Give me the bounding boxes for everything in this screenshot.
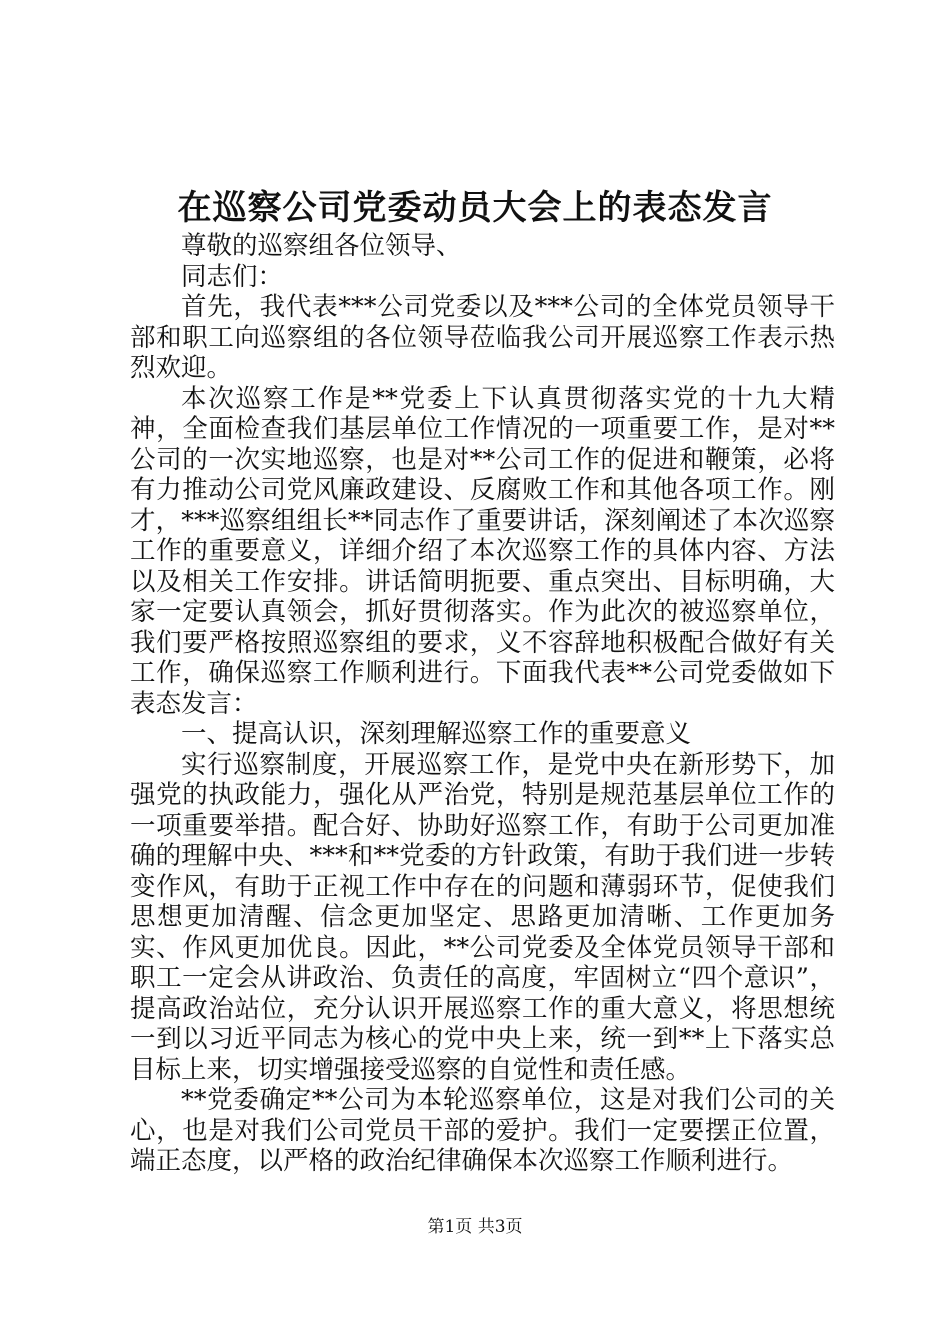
document-body	[130, 231, 835, 1177]
paragraph-welcome: 首先，我代表***公司党委以及***公司的全体党员领导干部和职工向巡察组的各位领导莅临我公司开展巡察工作表示热烈欢迎。	[130, 292, 835, 383]
section-heading-1: 一、提高认识，深刻理解巡察工作的重要意义	[181, 719, 692, 749]
document-title: 在巡察公司党委动员大会上的表态发言	[177, 188, 773, 228]
paragraph-commitment: **党委确定**公司为本轮巡察单位，这是对我们公司的关心，也是对我们公司党员干部的爱护。我们一定要摆正位置，端正态度，以严格的政治纪律确保本次巡察工作顺利进行。	[130, 1085, 835, 1176]
salutation-line-2: 同志们：	[181, 261, 284, 292]
paragraph-significance: 实行巡察制度，开展巡察工作，是党中央在新形势下，加强党的执政能力，强化从严治党，特别是规范基层单位工作的一项重要举措。配合好、协助好巡察工作，有助于公司更加准确的理解中央、***和**党委的方针政策，有助于我们进一步转变作风，有助于正视工作中存在的问题和薄弱环节，促使我们思想更加清醒、信念更加坚定、思路更加清晰、工作更加务实、作风更加优良。因此，**公司党委及全体党员领导干部和职工一定会从讲政治、负责任的高度，牢固树立“四个意识”，提高政治站位，充分认识开展巡察工作的重大意义，将思想统一到以习近平同志为核心的党中央上来，统一到**上下落实总目标上来，切实增强接受巡察的自觉性和责任感。	[130, 749, 835, 1085]
salutation-line-1: 尊敬的巡察组各位领导、	[181, 231, 462, 261]
page-number: 第1页 共3页	[427, 1217, 523, 1237]
paragraph-inspection-intro: 本次巡察工作是**党委上下认真贯彻落实党的十九大精神，全面检查我们基层单位工作情况的一项重要工作，是对**公司的一次实地巡察，也是对**公司工作的促进和鞭策，必将有力推动公司党风廉政建设、反腐败工作和其他各项工作。刚才，***巡察组组长**同志作了重要讲话，深刻阐述了本次巡察工作的重要意义，详细介绍了本次巡察工作的具体内容、方法以及相关工作安排。讲话简明扼要、重点突出、目标明确，大家一定要认真领会，抓好贯彻落实。作为此次的被巡察单位，我们要严格按照巡察组的要求，义不容辞地积极配合做好有关工作，确保巡察工作顺利进行。下面我代表**公司党委做如下表态发言：	[130, 383, 835, 719]
